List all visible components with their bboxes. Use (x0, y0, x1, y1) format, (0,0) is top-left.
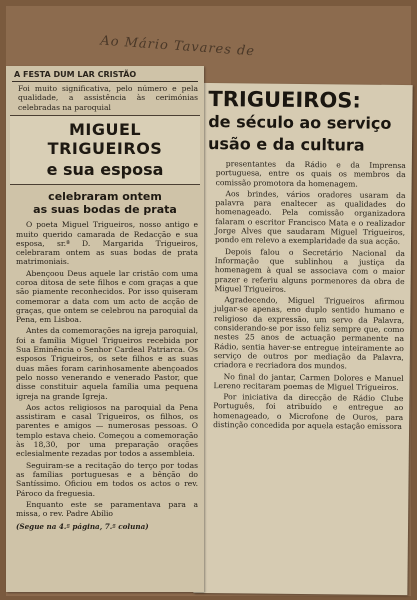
headline-box (10, 115, 200, 185)
right-paragraph: Depois falou o Secretário Nacional da Informação que sublinhou a justiça da homenagem à qual se associava com o maior prazer e referiu alguns pormenores da obra de Miguel Trigueiros. (214, 246, 405, 294)
right-headline-line1: TRIGUEIROS: (208, 86, 361, 113)
right-article-body (195, 155, 412, 432)
left-article-body (6, 220, 204, 518)
handwritten-inscription: Ao Mário Tavares de (99, 33, 256, 60)
right-newspaper-clipping (193, 83, 412, 595)
left-newspaper-clipping (6, 66, 204, 592)
right-headline (198, 83, 413, 157)
article-kicker: A FESTA DUM LAR CRISTÃO (14, 70, 137, 79)
subheadline-line1: celebraram ontem (48, 190, 162, 204)
subheadline-line2: as suas bodas de prata (33, 203, 177, 217)
left-paragraph: Antes da comemorações na igreja paroquial, foi a família Miguel Trigueiros recebida por Sua Eminência o Senhor Cardeal Patriarca. Os esposos Trigueiros, os sete filhos e as suas duas mães foram carinhosamente abençoados pelo nosso venerando e venerado Pastor, que disse constituir aquela família uma pequena igreja na grande Igreja. (16, 326, 198, 401)
headline-spouse: e sua esposa (46, 160, 164, 180)
right-paragraph: presentantes da Rádio e da Imprensa portuguesa, entre os quais os membros da comissão promotora da homenagem. (215, 159, 406, 189)
left-paragraph: Enquanto este se paramentava para a missa, o rev. Padre Abílio (16, 499, 198, 519)
left-paragraph: O poeta Miguel Trigueiros, nosso antigo e muito querido camarada de Redacção e sua esposa, sr.ª D. Margarida Trigueiros, celebraram ontem as suas bodas de prata matrimoniais. (16, 220, 198, 267)
left-paragraph: Seguiram-se a recitação do terço por todas as famílias portuguesas e a bênção do Santíssimo. Oficiou em todos os actos o rev. Pároco da freguesia. (16, 460, 198, 498)
intro-text: Foi muito significativa, pelo número e pela qualidade, a assistência às cerimónias celebradas na paroquial (18, 84, 198, 112)
headline-name: MIGUEL TRIGUEIROS (47, 120, 163, 159)
continuation-note: (Segue na 4.ª página, 7.ª coluna) (16, 522, 149, 532)
right-headline-line2: de século ao serviço (208, 111, 392, 133)
right-paragraph: Por iniciativa da direcção de Rádio Clube Português, foi atribuído e entregue ao homenageado, o Microfone de Ouros, para distinção concedida por aquela estação emissora (213, 392, 404, 432)
left-paragraph: Abençoou Deus aquele lar cristão com uma coroa ditosa de sete filhos e com graças a que são piamente reconhecidos. Por isso quiseram comemorar a data com um acto de acção de graças, que ontem se celebrou na paroquial da Pena, em Lisboa. (16, 268, 198, 325)
right-paragraph: Aos brindes, vários oradores usaram da palavra para enaltecer as qualidades do homenageado. Pela comissão organizadora falaram o escritor Francisco Mata e o realizador Jorge Alves que saudaram Miguel Trigueiros, pondo em relevo a exemplaridade da sua acção. (214, 189, 406, 247)
right-paragraph: No final do jantar, Carmen Dolores e Manuel Lereno recitaram poemas de Miguel Trigueiros. (213, 371, 404, 392)
left-paragraph: Aos actos religiosos na paroquial da Pena assistiram e casal Trigueiros, os filhos, os parentes e amigos — numerosas pessoas. O templo estava cheio. Começou a comemoração às 18,30, por uma preparação orações eclesialmente rezadas por todos a assembleia. (16, 402, 198, 459)
subheadline (6, 185, 204, 220)
right-headline-line3: usão e da cultura (207, 133, 365, 155)
right-paragraph: Agradecendo, Miguel Trigueiros afirmou julgar-se apenas, eno duplo sentido humano e religioso da expressão, um servo da Palavra, considerando-se por isso feliz sempre que, como nestes 25 anos de actuação permanente na Rádio, sentia haver-se entregue inteiramente ao serviço de outros por mediação da Palavra, criadora e recriadora dos mundos. (213, 295, 405, 371)
